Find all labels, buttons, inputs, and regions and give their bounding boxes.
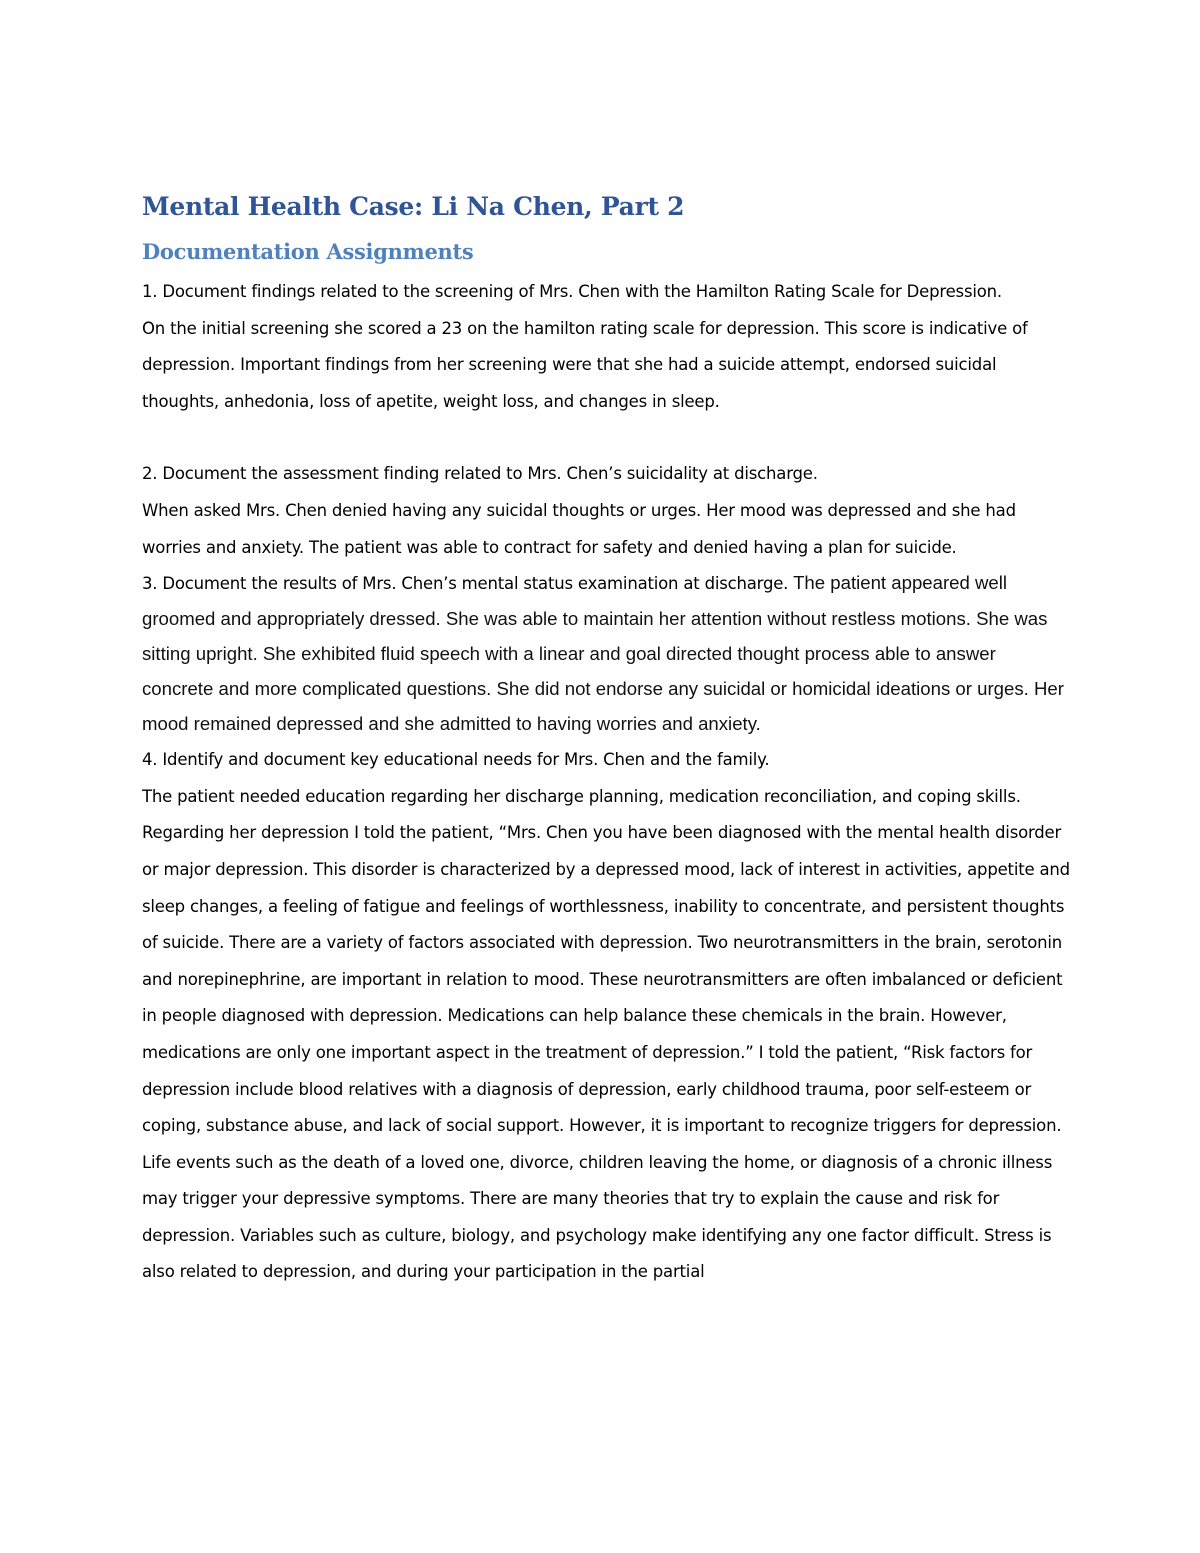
question-1: 1. Document findings related to the screening of Mrs. Chen with the Hamilton Rating Scale for Depression. bbox=[142, 282, 1002, 301]
question-3: 3. Document the results of Mrs. Chen’s mental status examination at discharge. bbox=[142, 574, 789, 594]
document-body bbox=[142, 188, 1072, 1291]
answer-3: The patient appeared well groomed and appropriately dressed. She was able to maintain her attention without restless motions. She was sitting upright. She exhibited fluid speech with a linear and goal directed thought process able to answer concrete and more complicated questions. She did not endorse any suicidal or homicidal ideations or urges. Her mood remained depressed and she admitted to having worries and anxiety. bbox=[142, 572, 1064, 735]
answer-4: The patient needed education regarding her discharge planning, medication reconciliation, and coping skills. Regarding her depression I told the patient, “Mrs. Chen you have been diagnosed with the mental health disorder or major depression. This disorder is characterized by a depressed mood, lack of interest in activities, appetite and sleep changes, a feeling of fatigue and feelings of worthlessness, inability to concentrate, and persistent thoughts of suicide. There are a variety of factors associated with depression. Two neurotransmitters in the brain, serotonin and norepinephrine, are important in relation to mood. These neurotransmitters are often imbalanced or deficient in people diagnosed with depression. Medications can help balance these chemicals in the brain. However, medications are only one important aspect in the treatment of depression.” I told the patient, “Risk factors for depression include blood relatives with a diagnosis of depression, early childhood trauma, poor self-esteem or coping, substance abuse, and lack of social support. However, it is important to recognize triggers for depression. Life events such as the death of a loved one, divorce, children leaving the home, or diagnosis of a chronic illness may trigger your depressive symptoms. There are many theories that try to explain the cause and risk for depression. Variables such as culture, biology, and psychology make identifying any one factor difficult. Stress is also related to depression, and during your participation in the partial bbox=[142, 786, 1070, 1282]
document-title: Mental Health Case: Li Na Chen, Part 2 bbox=[142, 192, 685, 221]
answer-1: On the initial screening she scored a 23 on the hamilton rating scale for depression. This score is indicative of depression. Important findings from her screening were that she had a suicide attempt, endorsed suicidal thoughts, anhedonia, loss of apetite, weight loss, and changes in sleep. bbox=[142, 318, 1028, 411]
question-2: 2. Document the assessment finding related to Mrs. Chen’s suicidality at discharge. bbox=[142, 464, 818, 484]
answer-2: When asked Mrs. Chen denied having any suicidal thoughts or urges. Her mood was depressed and she had worries and anxiety. The patient was able to contract for safety and denied having a plan for suicide. bbox=[142, 500, 1016, 557]
question-4: 4. Identify and document key educational needs for Mrs. Chen and the family. bbox=[142, 750, 770, 770]
question-3-block bbox=[142, 566, 1072, 742]
section-heading: Documentation Assignments bbox=[142, 239, 474, 264]
